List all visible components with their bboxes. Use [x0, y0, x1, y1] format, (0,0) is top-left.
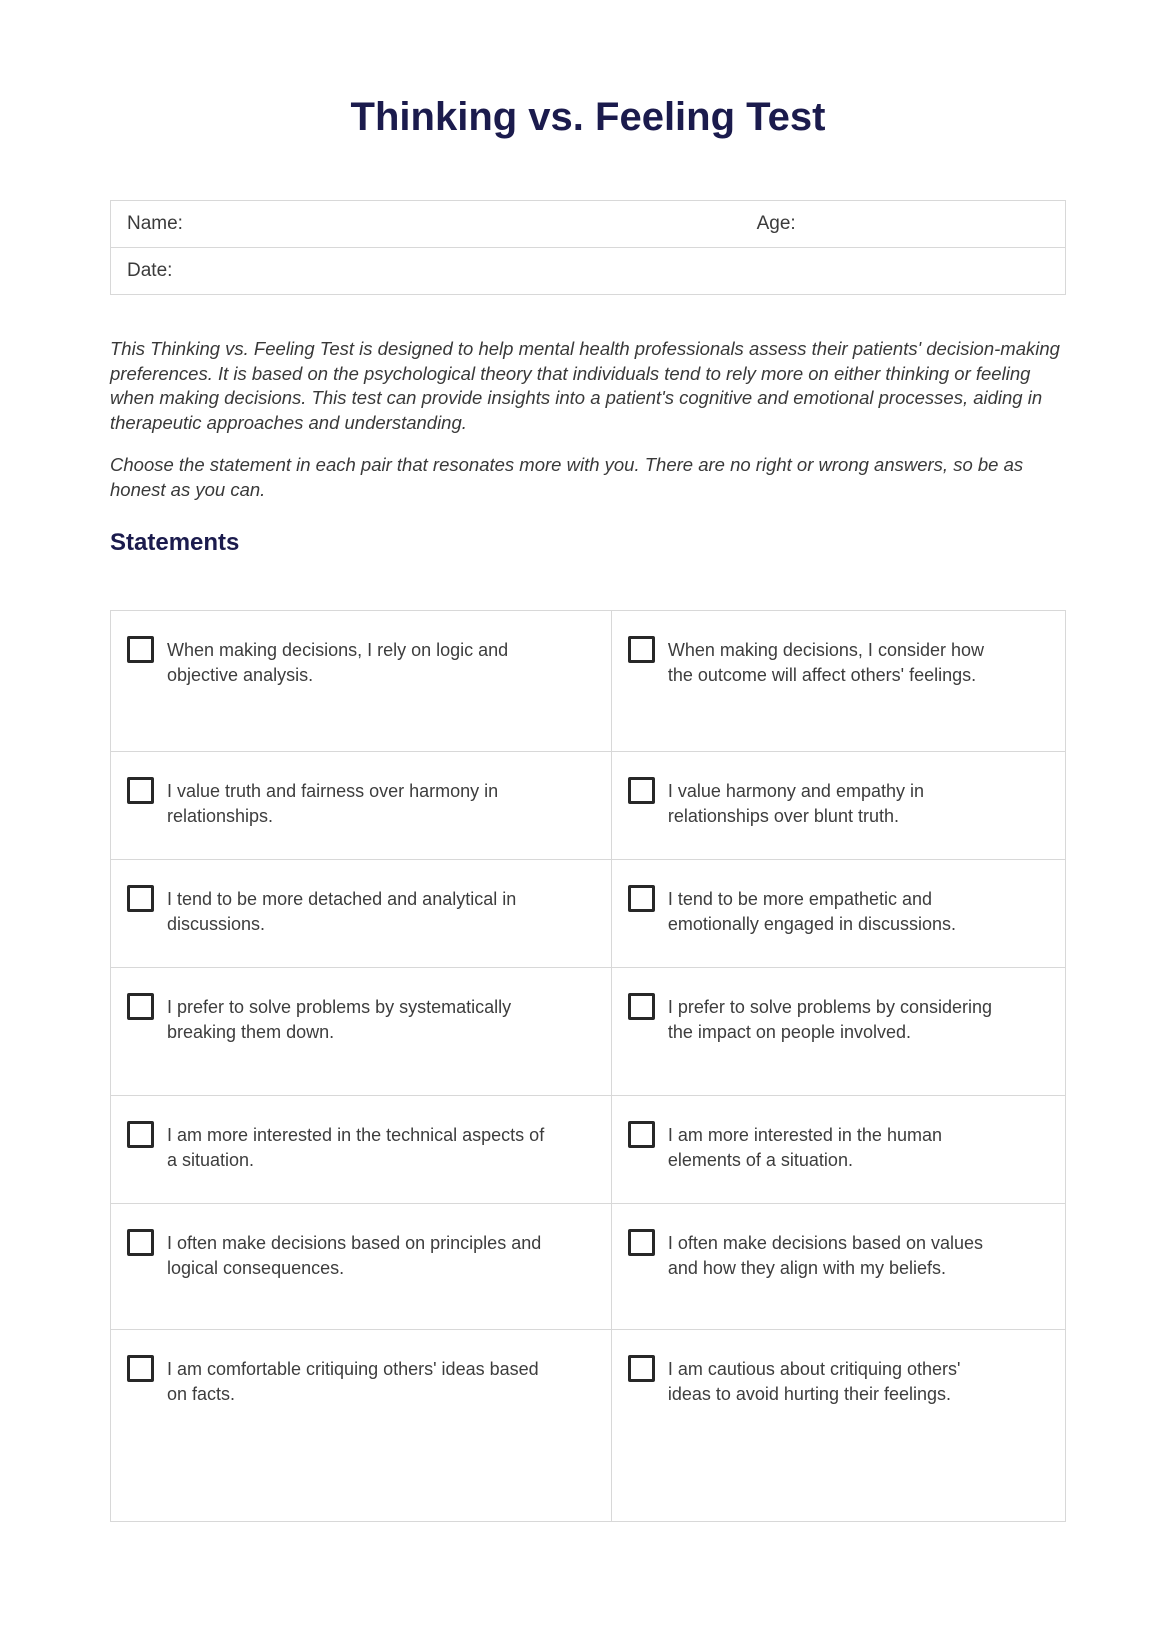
info-row-date [111, 247, 1065, 294]
feeling-statement-text: I prefer to solve problems by considering the impact on people involved. [667, 997, 993, 1042]
statement-cell-thinking [111, 1204, 612, 1329]
statement-cell-feeling [612, 1330, 1065, 1521]
statement-row [111, 1203, 1065, 1329]
statement-row [111, 1329, 1065, 1521]
thinking-checkbox-3[interactable] [127, 885, 154, 912]
statements-heading: Statements [110, 529, 240, 556]
date-label: Date: [127, 260, 173, 281]
statement-cell-feeling [612, 1204, 1065, 1329]
feeling-checkbox-7[interactable] [628, 1355, 655, 1382]
thinking-checkbox-6[interactable] [127, 1229, 154, 1256]
feeling-statement-text: I tend to be more empathetic and emotionally engaged in discussions. [667, 889, 957, 934]
thinking-checkbox-1[interactable] [127, 636, 154, 663]
feeling-checkbox-2[interactable] [628, 777, 655, 804]
feeling-checkbox-6[interactable] [628, 1229, 655, 1256]
statement-row [111, 859, 1065, 967]
thinking-checkbox-2[interactable] [127, 777, 154, 804]
thinking-statement-text: I am more interested in the technical aspects of a situation. [167, 1125, 545, 1170]
feeling-statement-text: I am cautious about critiquing others' ideas to avoid hurting their feelings. [667, 1359, 961, 1404]
feeling-checkbox-4[interactable] [628, 993, 655, 1020]
statement-row [111, 1095, 1065, 1203]
thinking-statement-text: I am comfortable critiquing others' ideas based on facts. [167, 1359, 539, 1404]
intro-section [110, 337, 1066, 502]
statement-row [111, 611, 1065, 751]
feeling-statement-text: I value harmony and empathy in relationships over blunt truth. [667, 781, 924, 826]
statement-cell-thinking [111, 968, 612, 1095]
statement-cell-feeling [612, 1096, 1065, 1203]
age-field[interactable] [741, 201, 1065, 247]
statement-row [111, 751, 1065, 859]
feeling-statement-text: I often make decisions based on values and how they align with my beliefs. [667, 1233, 984, 1278]
feeling-checkbox-5[interactable] [628, 1121, 655, 1148]
patient-info-table [110, 200, 1066, 295]
age-label: Age: [756, 213, 796, 234]
document-page [110, 0, 1066, 1522]
thinking-statement-text: I prefer to solve problems by systematically breaking them down. [167, 997, 512, 1042]
instructions-paragraph: Choose the statement in each pair that resonates more with you. There are no right or wrong answers, so be as honest as you can. [110, 454, 1024, 500]
thinking-checkbox-7[interactable] [127, 1355, 154, 1382]
thinking-statement-text: I often make decisions based on principles and logical consequences. [167, 1233, 542, 1278]
date-field[interactable] [111, 248, 1065, 294]
statement-cell-thinking [111, 860, 612, 967]
feeling-checkbox-3[interactable] [628, 885, 655, 912]
statement-cell-feeling [612, 968, 1065, 1095]
page-title: Thinking vs. Feeling Test [350, 95, 826, 139]
info-row-name-age [111, 201, 1065, 247]
thinking-statement-text: I value truth and fairness over harmony in relationships. [167, 781, 499, 826]
thinking-checkbox-5[interactable] [127, 1121, 154, 1148]
statement-cell-thinking [111, 1330, 612, 1521]
name-field[interactable] [111, 201, 741, 247]
statement-cell-thinking [111, 752, 612, 859]
feeling-statement-text: When making decisions, I consider how the outcome will affect others' feelings. [667, 640, 984, 685]
statement-cell-thinking [111, 611, 612, 751]
statement-row [111, 967, 1065, 1095]
statements-table [110, 610, 1066, 1522]
feeling-checkbox-1[interactable] [628, 636, 655, 663]
statement-cell-feeling [612, 611, 1065, 751]
statement-cell-feeling [612, 752, 1065, 859]
statement-cell-thinking [111, 1096, 612, 1203]
thinking-checkbox-4[interactable] [127, 993, 154, 1020]
name-label: Name: [127, 213, 183, 234]
intro-paragraph: This Thinking vs. Feeling Test is designed to help mental health professionals assess their patients' decision-making preferences. It is based on the psychological theory that individuals tend to rely more on either thinking or feeling when making decisions. This test can provide insights into a patient's cognitive and emotional processes, aiding in therapeutic approaches and understanding. [110, 338, 1060, 433]
feeling-statement-text: I am more interested in the human elements of a situation. [667, 1125, 942, 1170]
statement-cell-feeling [612, 860, 1065, 967]
thinking-statement-text: I tend to be more detached and analytical in discussions. [167, 889, 517, 934]
thinking-statement-text: When making decisions, I rely on logic and objective analysis. [167, 640, 509, 685]
